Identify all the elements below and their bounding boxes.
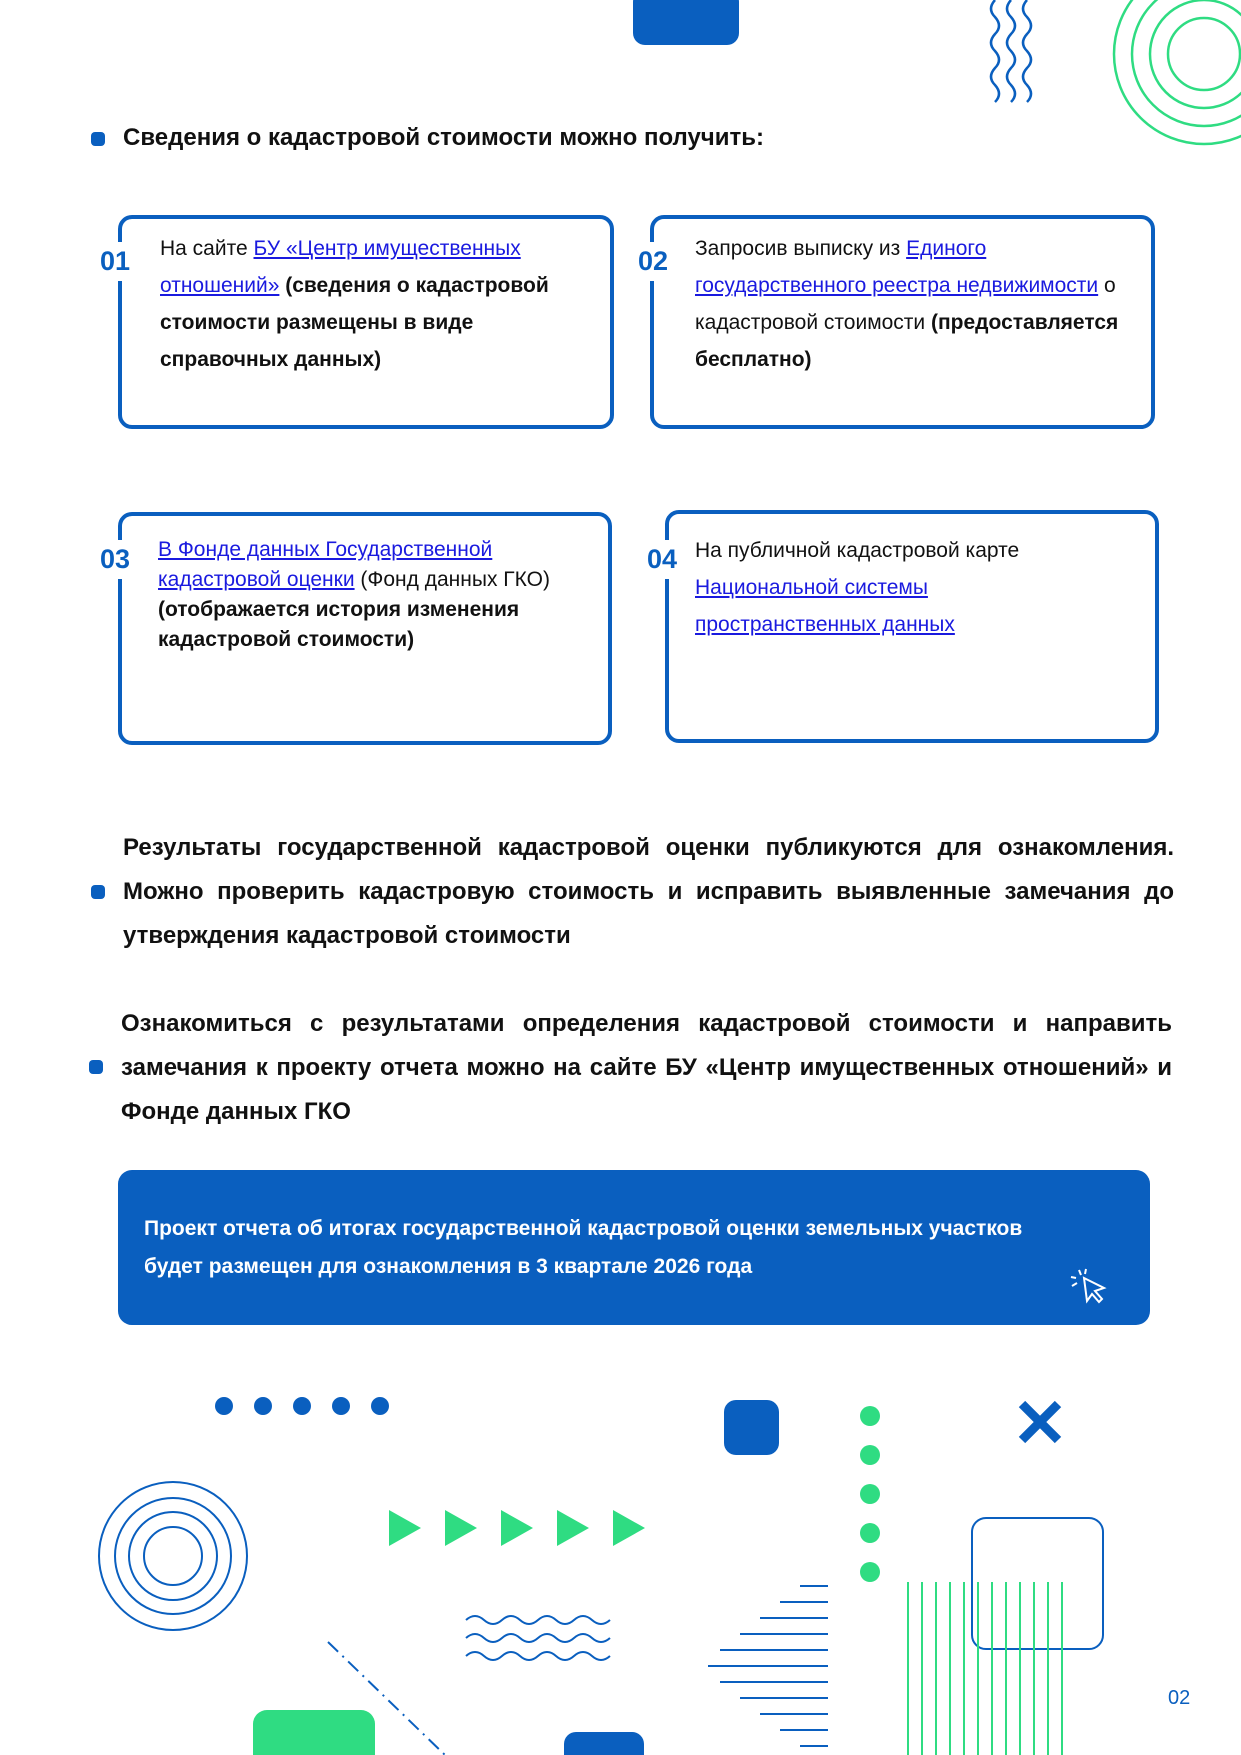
card-number: 03 bbox=[100, 540, 130, 579]
paragraph-review: Ознакомиться с результатами определения кадастровой стоимости и направить замечания к проекту отчета можно на сайте БУ «Центр имущественных отношений» и Фонде данных ГКО bbox=[121, 1010, 1172, 1125]
decor-waves-icon bbox=[985, 0, 1040, 105]
card-number: 02 bbox=[638, 242, 668, 281]
link-gko-fund[interactable]: В Фонде данных Государственной кадастровой оценки bbox=[158, 538, 493, 591]
card-text: На сайте БУ «Центр имущественных отношений» (сведения о кадастровой стоимости размещены в виде справочных данных) bbox=[160, 237, 549, 371]
card-text: В Фонде данных Государственной кадастровой оценки (Фонд данных ГКО) (отображается история изменения кадастровой стоимости) bbox=[158, 538, 550, 651]
bullet-icon bbox=[89, 1060, 103, 1074]
link-bu-center[interactable]: БУ «Центр имущественных отношений» bbox=[160, 237, 521, 297]
card-number: 01 bbox=[100, 242, 130, 281]
decor-circles-icon bbox=[1100, 0, 1241, 160]
link-egrn[interactable]: Единого государственного реестра недвижимости bbox=[695, 237, 1099, 297]
link-nspd[interactable]: Национальной системы пространственных данных bbox=[695, 576, 955, 636]
decor-bottom bbox=[0, 1380, 1241, 1755]
bullet-icon bbox=[91, 132, 105, 146]
page-number: 02 bbox=[1168, 1687, 1191, 1709]
bullet-icon bbox=[91, 885, 105, 899]
banner-text: Проект отчета об итогах государственной кадастровой оценки земельных участков будет размещен для ознакомления в 3 квартале 2026 года bbox=[144, 1217, 1023, 1278]
card-text: На публичной кадастровой карте Национальной системы пространственных данных bbox=[695, 539, 1020, 636]
cursor-click-icon bbox=[1068, 1266, 1112, 1306]
paragraph-results: Результаты государственной кадастровой оценки публикуются для ознакомления. Можно проверить кадастровую стоимость и исправить выявленные замечания до утверждения кадастровой стоимости bbox=[123, 834, 1174, 949]
card-number: 04 bbox=[647, 540, 677, 579]
info-banner bbox=[118, 1170, 1150, 1325]
card-text: Запросив выписку из Единого государственного реестра недвижимости о кадастровой стоимости (предоставляется бесплатно) bbox=[695, 237, 1119, 371]
section-heading: Сведения о кадастровой стоимости можно получить: bbox=[123, 124, 764, 151]
decor-tab-top bbox=[633, 0, 739, 45]
